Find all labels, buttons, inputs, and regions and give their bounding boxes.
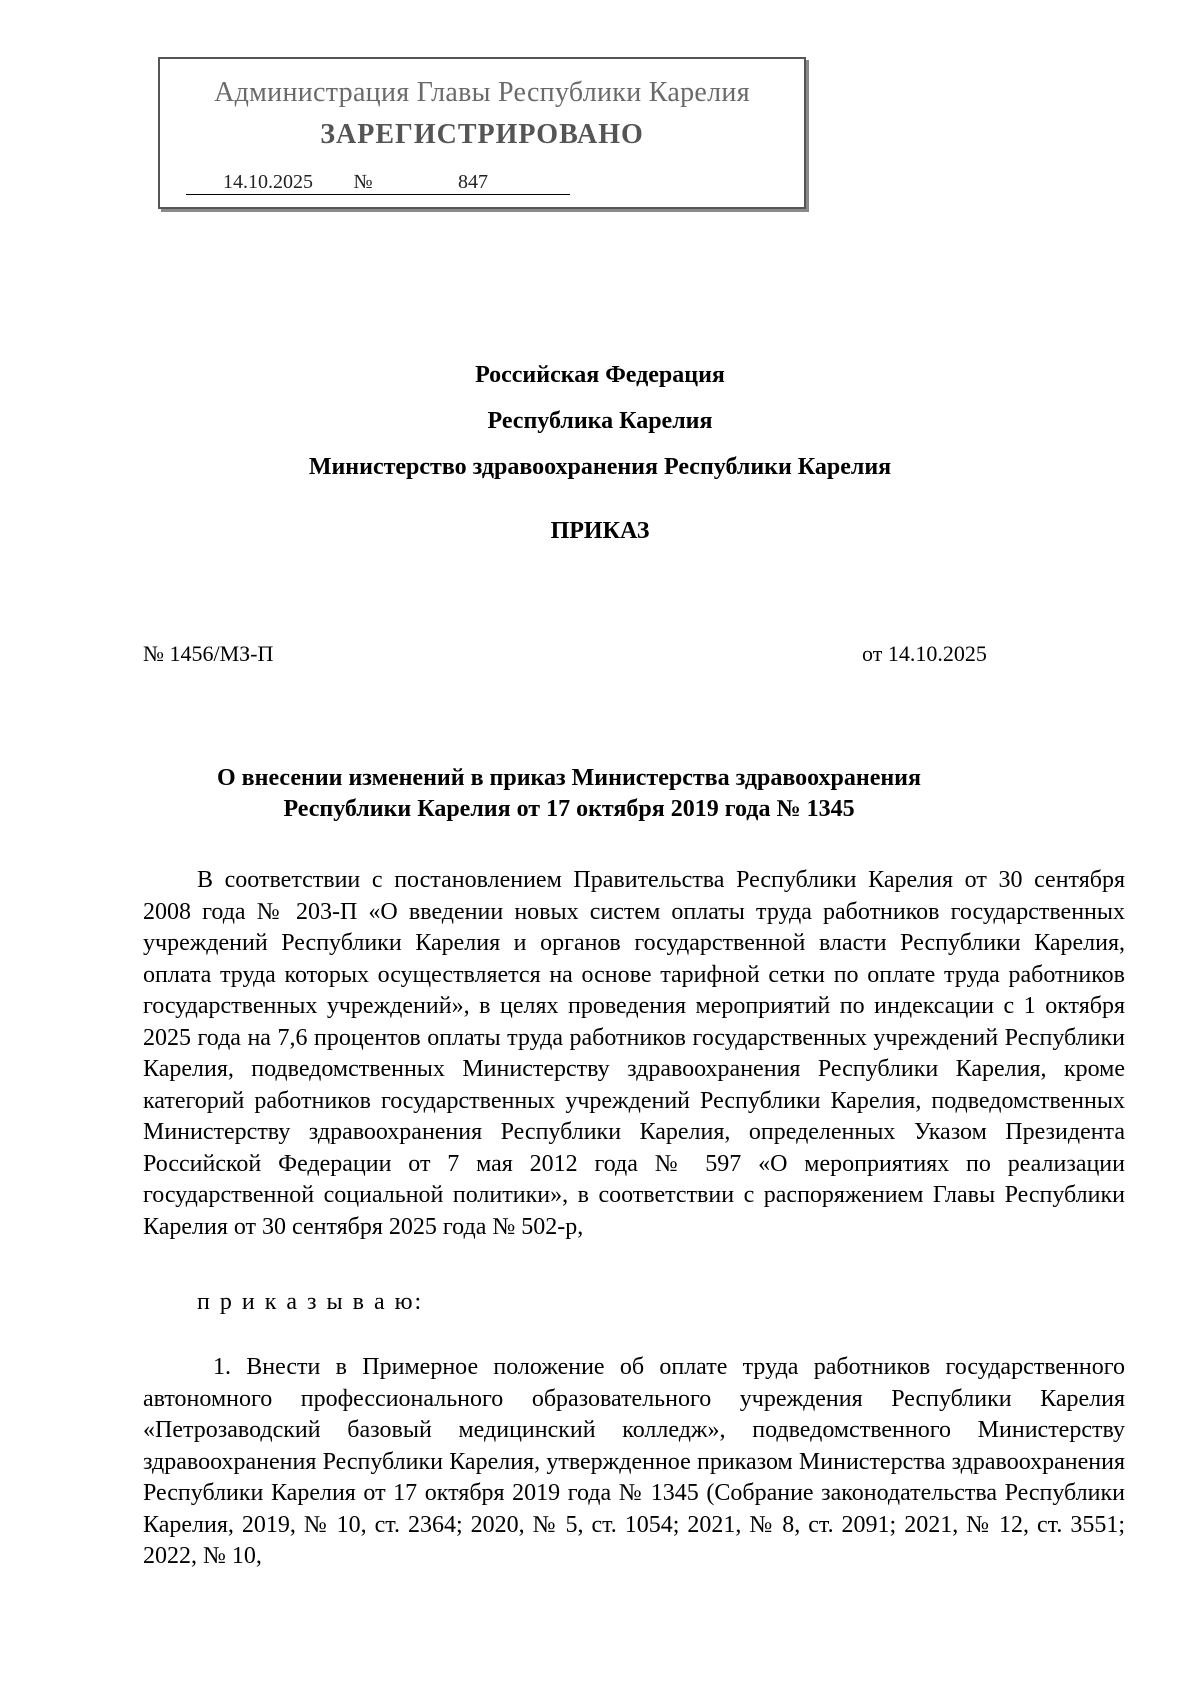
stamp-organization: Администрация Главы Республики Карелия bbox=[214, 77, 750, 108]
stamp-number-sign: № bbox=[350, 171, 376, 195]
document-type-title: ПРИКАЗ bbox=[550, 518, 650, 544]
order-title bbox=[143, 763, 995, 825]
order-number: № 1456/МЗ-П bbox=[143, 641, 274, 666]
stamp-number: 847 bbox=[376, 171, 570, 195]
stamp-status: ЗАРЕГИСТРИРОВАНО bbox=[320, 119, 644, 150]
order-date: от 14.10.2025 bbox=[862, 641, 987, 666]
header-republic: Республика Карелия bbox=[487, 408, 713, 434]
header-ministry: Министерство здравоохранения Республики Карелия bbox=[308, 454, 892, 480]
order-operative-word: п р и к а з ы в а ю: bbox=[197, 1289, 424, 1315]
header-country: Российская Федерация bbox=[475, 362, 725, 388]
stamp-date: 14.10.2025 bbox=[186, 171, 350, 195]
order-title-line-1: О внесении изменений в приказ Министерства здравоохранения bbox=[216, 765, 921, 791]
preamble-paragraph: В соответствии с постановлением Правительства Республики Карелия от 30 сентября 2008 года № 203-П «О введении новых систем оплаты труда работников государственных учреждений Республики Карелия и органов государственной власти Республики Карелия, оплата труда которых осуществляется на основе тарифной сетки по оплате труда работников государственных учреждений», в целях проведения мероприятий по индексации с 1 октября 2025 года на 7,6 процентов оплаты труда работников государственных учреждений Республики Карелия, подведомственных Министерству здравоохранения Республики Карелия, кроме категорий работников государственных учреждений Республики Карелия, подведомственных Министерству здравоохранения Республики Карелия, определенных Указом Президента Российской Федерации от 7 мая 2012 года № 597 «О мероприятиях по реализации государственной социальной политики», в соответствии с распоряжением Главы Республики Карелия от 30 сентября 2025 года № 502-р, bbox=[143, 867, 1125, 1240]
registration-stamp bbox=[158, 57, 806, 209]
order-title-line-2: Республики Карелия от 17 октября 2019 года № 1345 bbox=[283, 796, 855, 822]
order-item-1: 1. Внести в Примерное положение об оплате труда работников государственного автономного профессионального образовательного учреждения Республики Карелия «Петрозаводский базовый медицинский колледж», подведомственного Министерству здравоохранения Республики Карелия, утвержденное приказом Министерства здравоохранения Республики Карелия от 17 октября 2019 года № 1345 (Собрание законодательства Республики Карелия, 2019, № 10, ст. 2364; 2020, № 5, ст. 1054; 2021, № 8, ст. 2091; 2021, № 12, ст. 3551; 2022, № 10, bbox=[143, 1354, 1125, 1569]
